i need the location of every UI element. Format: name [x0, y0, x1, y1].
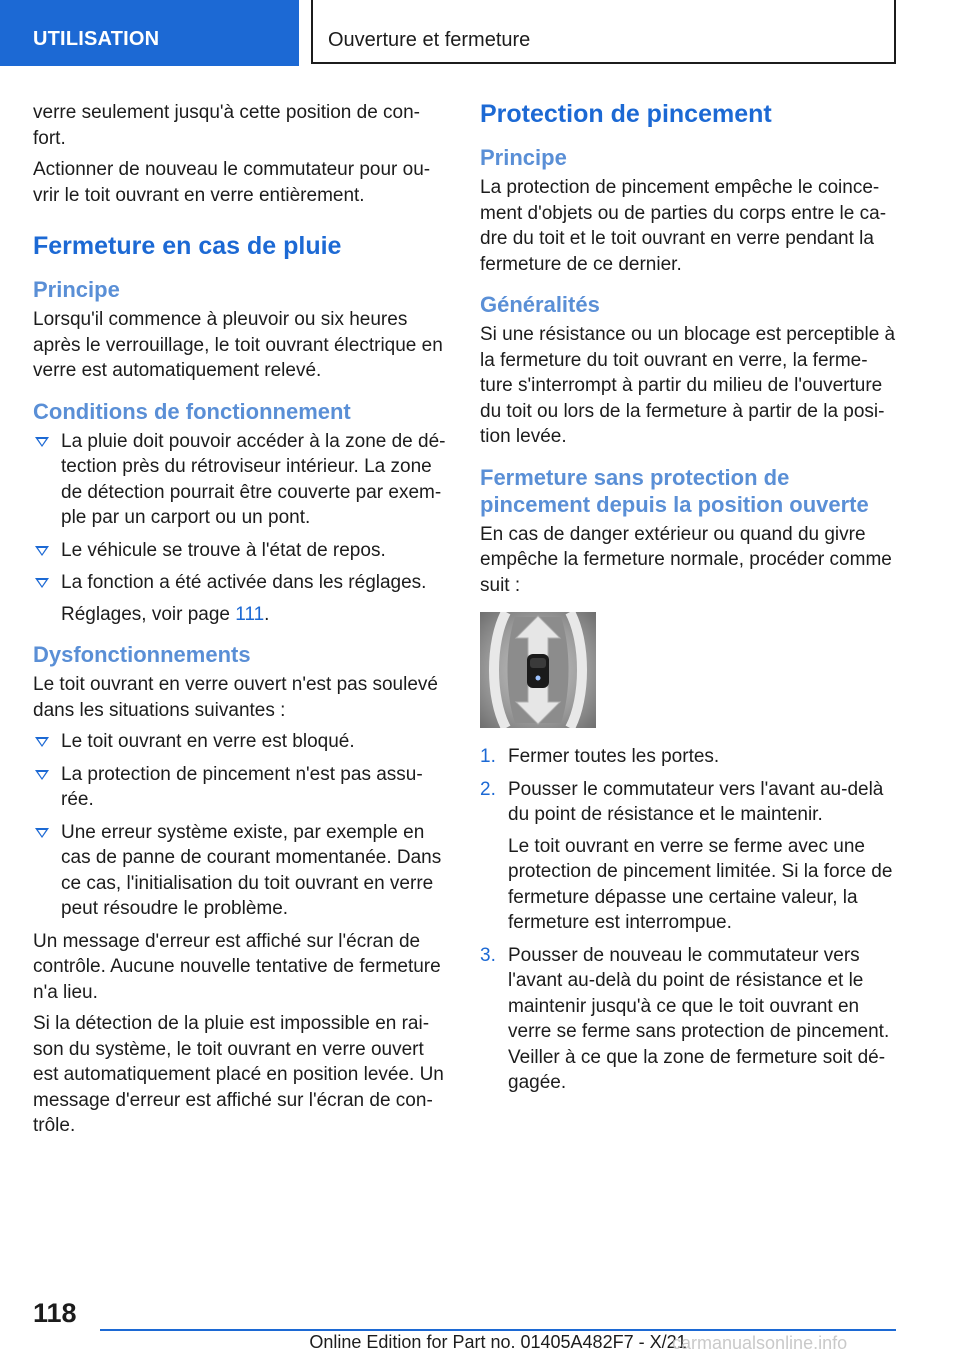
roof-switch-icon [480, 612, 596, 728]
right-column [480, 100, 898, 1103]
step-note: Le toit ouvrant en verre se ferme avec une protection de pincement limitée. Si la force de fermeture dépasse une certaine valeur, la fermeture est interrompue. [508, 835, 893, 933]
closing-intro: En cas de danger extérieur ou quand du givre empêche la fermeture normale, procéder comme suit : [480, 523, 892, 596]
triangle-bullet-icon [35, 546, 49, 556]
intro-paragraph-1: verre seulement jusqu'à cette position de con-fort. [33, 102, 421, 149]
pinch-section-title: Protection de pincement [480, 100, 772, 128]
page-link[interactable]: 111 [235, 603, 265, 625]
list-item: 3. Pousser de nouveau le commutateur vers l'avant au-delà du point de résistance et le maintenir jusqu'à ce que le toit ouvrant en verre se ferme sans protection de pincement. Veiller à ce que la zone de fermeture soit dé-gagée. [480, 944, 890, 1093]
error-message-text: Un message d'erreur est affiché sur l'écran de contrôle. Aucune nouvelle tentative de fermeture n'a lieu. [33, 930, 441, 1003]
list-item: La pluie doit pouvoir accéder à la zone de dé-tection près du rétroviseur intérieur. La zone de détection pourrait être couverte par exem-ple par un carport ou un pont. [33, 429, 451, 531]
settings-reference: Réglages, voir page 111. [61, 603, 270, 625]
list-item: 1. Fermer toutes les portes. [480, 746, 720, 767]
triangle-bullet-icon [35, 828, 49, 838]
edition-footer: Online Edition for Part no. 01405A482F7 - X/21 [309, 1332, 687, 1352]
list-item: La protection de pincement n'est pas assu-rée. [33, 762, 451, 813]
watermark: carmanualsonline.info [672, 1333, 848, 1353]
roof-switch-illustration [480, 612, 596, 728]
list-item: 2. Pousser le commutateur vers l'avant au-delà du point de résistance et le maintenir. Le toit ouvrant en verre se ferme avec une protection de pincement limitée. Si la force de fermeture dépasse une certaine valeur, la fermeture est interrompue. [480, 777, 898, 936]
section-title: UTILISATION [33, 28, 160, 50]
triangle-bullet-icon [35, 770, 49, 780]
triangle-bullet-icon [35, 737, 49, 747]
malfunctions-list [33, 729, 451, 922]
triangle-bullet-icon [35, 578, 49, 588]
rain-principle-text: Lorsqu'il commence à pleuvoir ou six heures après le verrouillage, le toit ouvrant électrique en verre est automatiquement relevé. [33, 309, 443, 381]
list-item: La fonction a été activée dans les réglages. Réglages, voir page 111. [33, 570, 451, 627]
closing-title: Fermeture sans protection de pincement depuis la position ouverte [480, 464, 869, 517]
rain-principle-title: Principe [33, 277, 120, 302]
conditions-title: Conditions de fonctionnement [33, 398, 351, 424]
malfunctions-intro: Le toit ouvrant en verre ouvert n'est pas soulevé dans les situations suivantes : [33, 674, 438, 721]
section-tab [0, 0, 299, 66]
footer-divider [100, 1329, 896, 1331]
chapter-title: Ouverture et fermeture [328, 29, 531, 51]
conditions-list [33, 429, 451, 628]
triangle-bullet-icon [35, 437, 49, 447]
list-item: Une erreur système existe, par exemple en cas de panne de courant momentanée. Dans ce cas, l'initialisation du toit ouvrant en verre peut résoudre le problème. [33, 820, 451, 922]
page-number: 118 [33, 1298, 77, 1328]
list-item: Le toit ouvrant en verre est bloqué. [33, 729, 451, 755]
list-item: Le véhicule se trouve à l'état de repos. [33, 538, 451, 564]
rain-section-title: Fermeture en cas de pluie [33, 232, 342, 260]
left-column [33, 100, 451, 1145]
chapter-tab [311, 0, 896, 64]
intro-paragraph-2: Actionner de nouveau le commutateur pour ou-vrir le toit ouvrant en verre entièrement. [33, 159, 431, 206]
malfunctions-title: Dysfonctionnements [33, 642, 251, 667]
general-title: Généralités [480, 292, 600, 317]
general-text: Si une résistance ou un blocage est perceptible à la fermeture du toit ouvrant en verre, la ferme-ture s'interrompt à partir du milieu de l'ouverture du toit ou lors de la fermeture à partir de la posi-tion levée. [480, 324, 896, 447]
pinch-principle-title: Principe [480, 145, 567, 170]
steps-list [480, 744, 898, 1096]
rain-failure-text: Si la détection de la pluie est impossible en rai-son du système, le toit ouvrant en verre ouvert est automatiquement placé en position levée. Un message d'erreur est affiché sur l'écran de con-trôle. [33, 1013, 444, 1136]
pinch-principle-text: La protection de pincement empêche le coince-ment d'objets ou de parties du corps entre le ca-dre du toit et le toit ouvrant en verre pendant la fermeture de ce dernier. [480, 177, 887, 275]
